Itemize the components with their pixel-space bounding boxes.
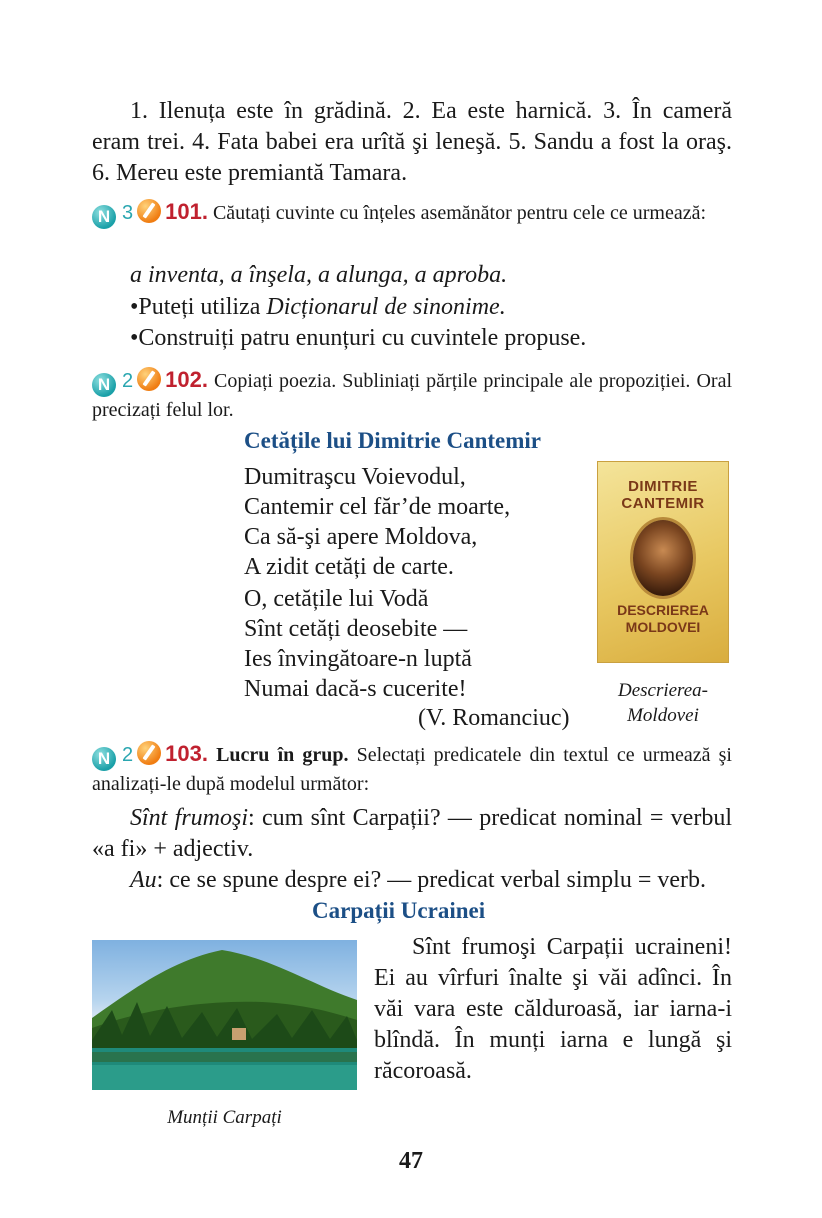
model-line-2 [92,865,732,896]
model-term: Sînt frumoşi [130,805,249,831]
synonym-words: a inventa, a înşela, a alunga, a aproba. [130,262,508,288]
level-n-badge-icon: N [92,205,116,229]
model-explanation: : cum sînt Carpații? — predicat nominal = verbul «a fi» + adjectiv. [92,805,732,862]
model-line-1 [92,803,732,865]
exercise-number: 102. [165,367,208,392]
caption-line: Descrierea- [617,680,709,701]
mountain-photo [92,940,357,1090]
bullet-text: •Construiți patru enunțuri cu cuvintele propuse. [130,325,587,351]
bullet-text: •Puteți utiliza [130,294,267,320]
book-cover-title-top: DIMITRIE CANTEMIR [621,478,705,512]
level-n-badge-icon: N [92,747,116,771]
book-cover-title-bottom: DESCRIEREA MOLDOVEI [617,602,709,635]
pencil-icon [137,367,161,391]
poem-line: Ies învingătoare-n luptă [244,646,472,672]
page-number: 47 [399,1148,423,1174]
intro-text: 1. Ilenuța este în grădină. 2. Ea este harnică. 3. În cameră eram trei. 4. Fata babei era urîtă şi leneşă. 5. Sandu a fost la oraş. 6. Mereu este premiantă Tamara. [92,98,732,186]
pencil-icon [137,199,161,223]
level-n-badge-icon: N [92,373,116,397]
poem-line: Sînt cetăți deosebite — [244,616,468,642]
exercise-102 [92,366,732,424]
exercise-103 [92,740,732,798]
exercise-instruction: Selectați predicatele din textul ce urmează şi analizați-le după modelul următor: [92,744,732,795]
reading-text [374,932,732,1087]
poem-line: Ca să-şi apere Moldova, [244,524,478,550]
poem-line: Numai dacă-s cucerite! [244,676,467,702]
caption-line: Moldovei [627,705,699,726]
exercise-instruction: Copiați poezia. Subliniați părțile principale ale propoziției. Oral precizați felul lor. [92,370,733,421]
exercise-101-words [130,260,730,291]
landscape-illustration [92,940,357,1090]
poem-line: Cantemir cel făr’de moarte, [244,494,511,520]
poem-stanza-1 [244,462,510,582]
intro-paragraph [92,96,732,189]
poem-stanza-2 [244,584,472,704]
level-number: 2 [122,370,134,392]
exercise-101 [92,198,732,229]
poem-title: Cetățile lui Dimitrie Cantemir [244,428,541,453]
model-term: Au [130,867,157,893]
poem-line: O, cetățile lui Vodă [244,586,429,612]
book-caption [598,678,728,728]
exercise-number: 103. [165,741,208,766]
level-number: 2 [122,744,134,766]
pencil-icon [137,741,161,765]
poem-line: Dumitraşcu Voievodul, [244,464,466,490]
poem-line: A zidit cetăți de carte. [244,554,454,580]
exercise-instruction: Căutați cuvinte cu înțeles asemănător pentru cele ce urmează: [212,202,707,224]
level-number: 3 [122,202,134,224]
model-explanation: : ce se spune despre ei? — predicat verbal simplu = verb. [156,867,707,893]
exercise-101-bullet-1 [130,292,730,323]
poem-author: (V. Romanciuc) [418,705,570,731]
book-cover-image [598,462,728,662]
text-title: Carpații Ucrainei [312,898,486,923]
dictionary-name: Dicționarul de sinonime. [266,294,506,320]
exercise-101-bullet-2 [130,323,730,354]
photo-caption: Munții Carpați [167,1107,282,1128]
exercise-number: 101. [165,199,208,224]
portrait-icon [633,520,693,596]
group-work-label: Lucru în grup. [216,744,349,766]
reading-text-body: Sînt frumoşi Carpații ucraineni! Ei au vîrfuri înalte şi văi adînci. În văi vara este călduroasă, iar iarna-i blîndă. În munți iarna e lungă şi răcoroasă. [374,934,732,1084]
